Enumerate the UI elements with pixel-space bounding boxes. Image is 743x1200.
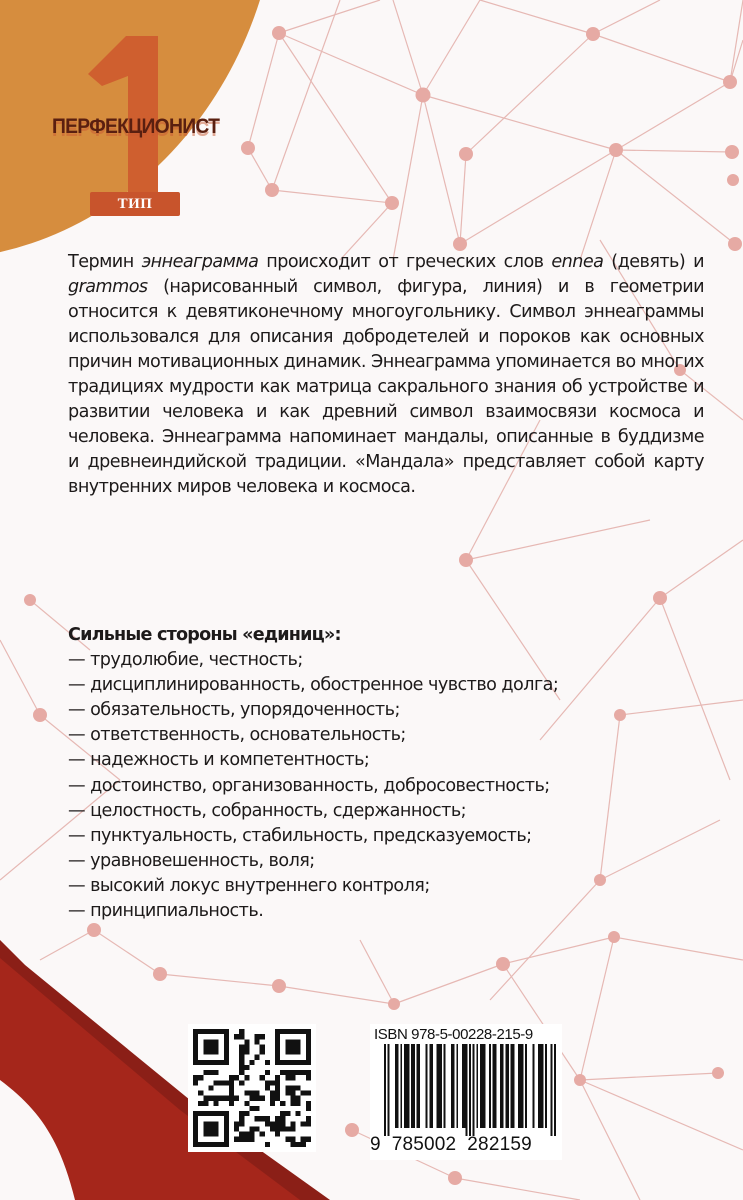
strength-item: — ответственность, основательность; <box>68 725 406 746</box>
intro-paragraph <box>68 250 704 500</box>
strength-item: — принципиальность. <box>68 901 264 922</box>
type-ribbon-label: ТИП <box>90 192 180 216</box>
strength-item: — целостность, собранность, сдержанность; <box>68 800 467 821</box>
number-one-glyph <box>82 16 162 206</box>
qr-code[interactable] <box>188 1024 316 1152</box>
isbn-digits: 9 785002 282159 <box>370 1134 532 1155</box>
strength-item: — трудолюбие, честность; <box>68 650 303 671</box>
strength-item: — пунктуальность, стабильность, предсказуемость; <box>68 825 532 846</box>
strength-item: — обязательность, упорядоченность; <box>68 700 400 721</box>
type-title: ПЕРФЕКЦИОНИСТ <box>52 115 220 138</box>
strength-item: — надежность и компетентность; <box>68 750 370 771</box>
intro-text: Термин эннеаграмма происходит от греческих слов ennea (девять) и grammos (нарисованный символ, фигура, линия) и в геометрии относится к девятиконечному многоугольнику. Символ эннеаграммы использовался для описания добродетелей и пороков как основных причин мотивационных динамик. Эннеаграмма упоминается во многих традициях мудрости как матрица сакрального знания об устройстве и развитии человека и как древний символ взаимосвязи космоса и человека. Эннеаграмма напоминает мандалы, описанные в буддизме и древнеиндийской традиции. «Мандала» представляет собой карту внутренних миров человека и космоса. <box>68 252 704 497</box>
qr-code-icon <box>188 1024 316 1152</box>
strength-item: — уравновешенность, воля; <box>68 850 315 871</box>
isbn-label: ISBN 978-5-00228-215-9 <box>374 1026 533 1043</box>
isbn-barcode <box>370 1024 562 1160</box>
strengths-list <box>68 648 558 924</box>
strengths-section <box>68 623 558 924</box>
barcode-icon <box>384 1044 556 1136</box>
strength-item: — высокий локус внутреннего контроля; <box>68 875 430 896</box>
strength-item: — дисциплинированность, обостренное чувство долга; <box>68 675 559 696</box>
strength-item: — достоинство, организованность, добросовестность; <box>68 775 550 796</box>
strengths-heading: Сильные стороны «единиц»: <box>68 625 341 645</box>
